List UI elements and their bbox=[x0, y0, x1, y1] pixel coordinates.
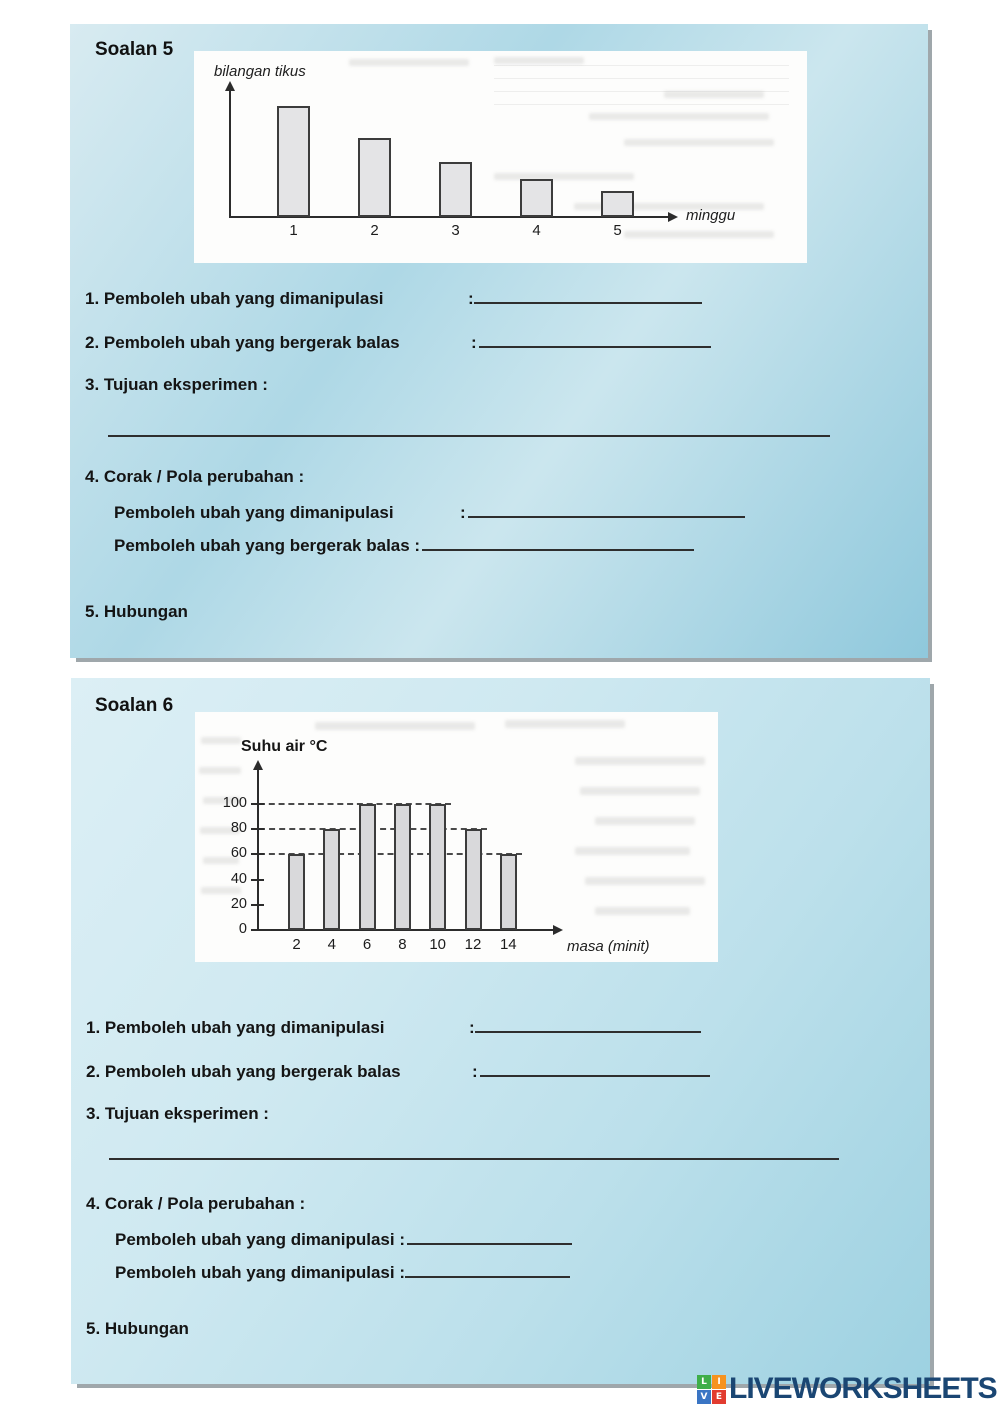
question-row bbox=[114, 501, 745, 523]
scan-artifact bbox=[201, 887, 241, 894]
x-axis-label: masa (minit) bbox=[567, 938, 650, 955]
x-tick-label: 2 bbox=[370, 222, 379, 239]
logo-tile-L: L bbox=[697, 1375, 711, 1389]
answer-blank[interactable] bbox=[407, 1228, 572, 1245]
question-label: 3. Tujuan eksperimen : bbox=[86, 1104, 269, 1123]
scan-artifact bbox=[595, 907, 690, 915]
x-axis-arrow-icon bbox=[668, 212, 678, 222]
chart-image-water-temperature bbox=[195, 712, 718, 962]
bar-4 bbox=[323, 829, 340, 930]
bar-12 bbox=[465, 829, 482, 930]
scan-artifact bbox=[201, 737, 241, 744]
colon: : bbox=[471, 333, 477, 352]
card-title: Soalan 5 bbox=[95, 39, 174, 60]
answer-blank[interactable] bbox=[474, 287, 702, 304]
question-row bbox=[86, 1319, 189, 1339]
question-row bbox=[85, 287, 702, 309]
bar-3 bbox=[439, 162, 472, 218]
y-tick-label: 80 bbox=[230, 820, 247, 837]
bar-5 bbox=[601, 191, 634, 217]
question-label: Pemboleh ubah yang dimanipulasi : bbox=[115, 1230, 405, 1249]
liveworksheets-logo[interactable] bbox=[697, 1374, 997, 1404]
logo-tile-V: V bbox=[697, 1390, 711, 1404]
question-label: 1. Pemboleh ubah yang dimanipulasi bbox=[85, 289, 384, 308]
bar-2 bbox=[358, 138, 391, 217]
x-tick-label: 4 bbox=[327, 936, 336, 953]
question-row bbox=[86, 1194, 305, 1214]
y-tick-label: 20 bbox=[230, 895, 247, 912]
question-row bbox=[115, 1261, 570, 1283]
y-tick-label: 100 bbox=[222, 795, 247, 811]
scan-artifact bbox=[589, 113, 769, 120]
question-label: 2. Pemboleh ubah yang bergerak balas bbox=[85, 333, 400, 352]
question-row bbox=[85, 467, 304, 487]
dashed-gridline bbox=[259, 803, 451, 805]
x-tick-label: 14 bbox=[499, 936, 517, 953]
y-tick-label: 40 bbox=[230, 870, 247, 887]
question-label: 4. Corak / Pola perubahan : bbox=[85, 467, 305, 486]
bar-10 bbox=[429, 804, 446, 930]
scan-artifact bbox=[505, 720, 625, 728]
bar-8 bbox=[394, 804, 411, 930]
answer-blank[interactable] bbox=[475, 1016, 701, 1033]
question-label: 1. Pemboleh ubah yang dimanipulasi bbox=[86, 1018, 385, 1037]
scan-artifact bbox=[494, 173, 634, 180]
x-tick-label: 5 bbox=[613, 222, 622, 239]
y-axis bbox=[229, 90, 231, 218]
scan-artifact bbox=[624, 139, 774, 146]
liveworksheets-logo-text: LIVEWORKSHEETS bbox=[729, 1372, 997, 1405]
scan-artifact bbox=[199, 767, 241, 774]
y-tick-mark bbox=[251, 879, 264, 881]
x-tick-label: 12 bbox=[464, 936, 482, 953]
bar-2 bbox=[288, 854, 305, 930]
bar-6 bbox=[359, 804, 376, 930]
x-tick-label: 2 bbox=[292, 936, 301, 953]
y-axis bbox=[257, 769, 259, 931]
x-tick-label: 10 bbox=[429, 936, 447, 953]
colon: : bbox=[469, 1018, 475, 1037]
colon: : bbox=[472, 1062, 478, 1081]
question-label: 3. Tujuan eksperimen : bbox=[85, 375, 268, 394]
question-row bbox=[115, 1228, 572, 1250]
colon: : bbox=[468, 289, 474, 308]
question-row bbox=[85, 602, 188, 622]
answer-blank[interactable] bbox=[422, 534, 694, 551]
answer-blank[interactable] bbox=[480, 1060, 710, 1077]
x-tick-label: 4 bbox=[532, 222, 541, 239]
question-row bbox=[114, 534, 694, 556]
scan-artifact bbox=[595, 817, 695, 825]
scan-artifact bbox=[664, 91, 764, 98]
question-row bbox=[86, 1104, 269, 1124]
bar-1 bbox=[277, 106, 310, 217]
bar-14 bbox=[500, 854, 517, 930]
x-tick-label: 1 bbox=[289, 222, 298, 239]
logo-tile-I: I bbox=[712, 1375, 726, 1389]
y-tick-label: 0 bbox=[238, 921, 247, 937]
answer-line[interactable] bbox=[109, 1158, 839, 1160]
scan-artifact bbox=[585, 877, 705, 885]
answer-blank[interactable] bbox=[405, 1261, 570, 1278]
card-title: Soalan 6 bbox=[95, 695, 174, 716]
question-card-soalan-5 bbox=[70, 24, 928, 658]
scan-artifact bbox=[315, 722, 475, 730]
logo-tile-E: E bbox=[712, 1390, 726, 1404]
colon: : bbox=[460, 503, 466, 522]
answer-blank[interactable] bbox=[468, 501, 745, 518]
question-card-soalan-6 bbox=[71, 678, 930, 1384]
x-axis-label: minggu bbox=[686, 207, 736, 224]
question-label: Pemboleh ubah yang dimanipulasi bbox=[114, 503, 394, 522]
y-axis-label: bilangan tikus bbox=[214, 63, 306, 80]
bar-4 bbox=[520, 179, 553, 217]
answer-line[interactable] bbox=[108, 435, 830, 437]
chart-title: Suhu air °C bbox=[241, 738, 328, 755]
y-tick-mark bbox=[251, 803, 264, 805]
scan-artifact bbox=[575, 847, 690, 855]
x-tick-label: 3 bbox=[451, 222, 460, 239]
scan-artifact bbox=[624, 231, 774, 238]
x-axis-arrow-icon bbox=[553, 925, 563, 935]
x-tick-label: 6 bbox=[362, 936, 372, 953]
liveworksheets-logo-icon bbox=[697, 1375, 726, 1404]
question-row bbox=[86, 1016, 701, 1038]
scan-artifact bbox=[494, 57, 584, 64]
chart-image-mice-per-week bbox=[194, 51, 807, 263]
y-tick-mark bbox=[251, 853, 264, 855]
question-label: 5. Hubungan bbox=[85, 602, 188, 621]
y-tick-label: 60 bbox=[230, 845, 247, 862]
question-row bbox=[86, 1060, 710, 1082]
scan-artifact bbox=[349, 59, 469, 66]
question-label: Pemboleh ubah yang bergerak balas : bbox=[114, 536, 421, 555]
y-tick-mark bbox=[251, 929, 264, 931]
question-label: 5. Hubungan bbox=[86, 1319, 189, 1338]
question-label: 2. Pemboleh ubah yang bergerak balas bbox=[86, 1062, 401, 1081]
scan-artifact bbox=[575, 757, 705, 765]
y-tick-mark bbox=[251, 828, 264, 830]
question-label: 4. Corak / Pola perubahan : bbox=[86, 1194, 306, 1213]
x-tick-label: 8 bbox=[398, 936, 407, 953]
answer-blank[interactable] bbox=[479, 331, 711, 348]
question-row bbox=[85, 375, 268, 395]
y-tick-mark bbox=[251, 904, 264, 906]
scan-artifact bbox=[580, 787, 700, 795]
question-label: Pemboleh ubah yang dimanipulasi : bbox=[115, 1263, 405, 1282]
question-row bbox=[85, 331, 711, 353]
